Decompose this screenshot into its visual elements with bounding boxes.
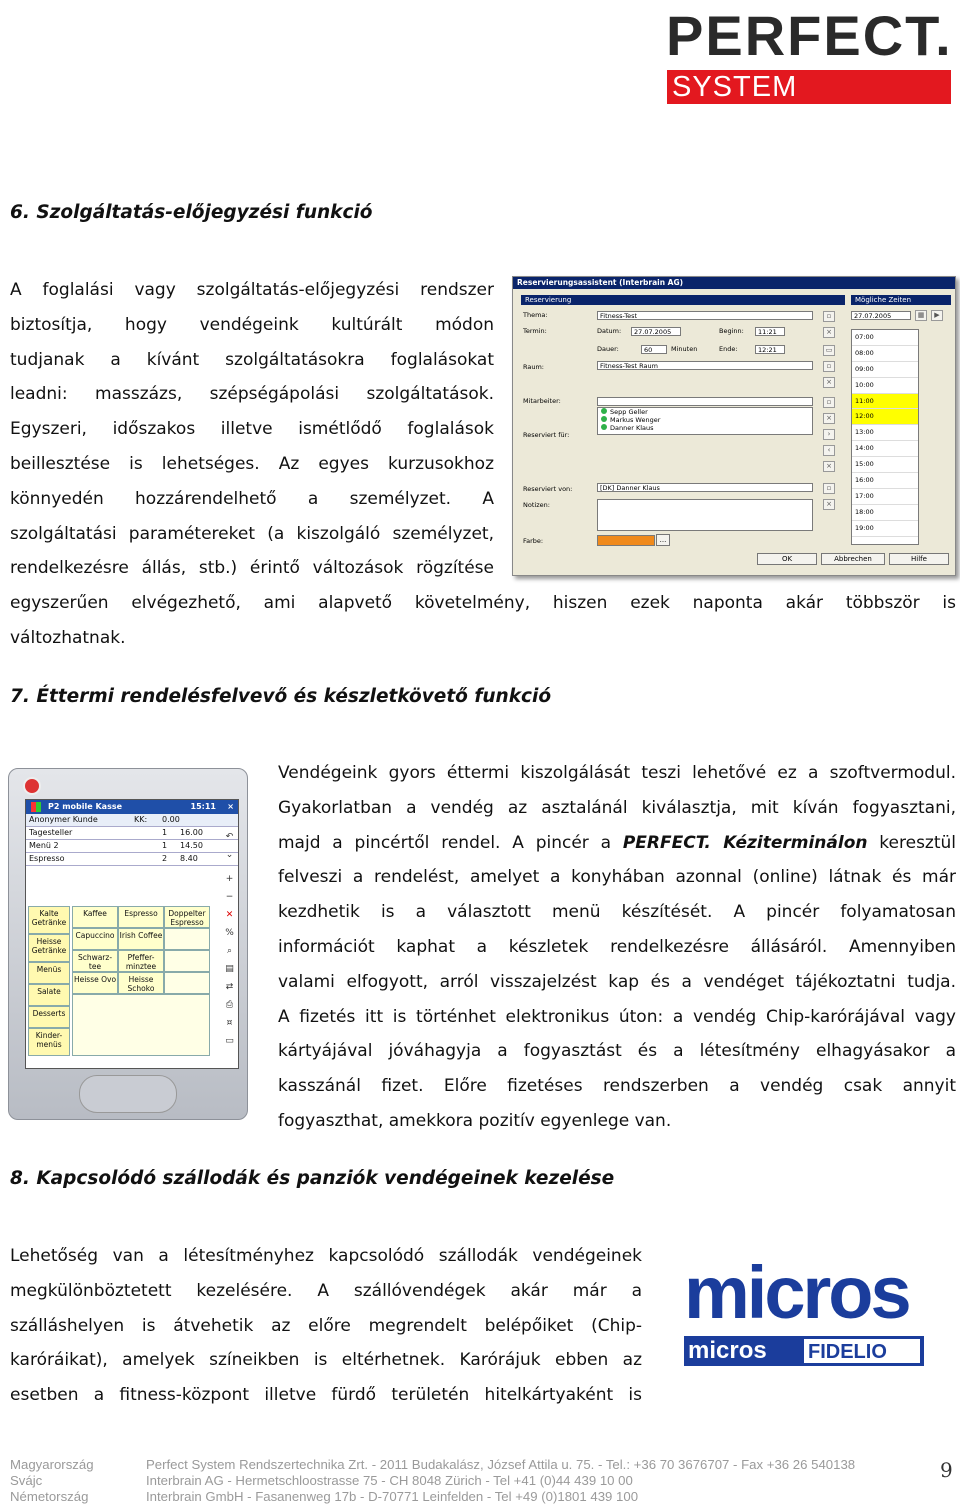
document-icon[interactable]: ▫ (823, 311, 835, 322)
empty-cell (164, 928, 210, 950)
text-segment: majd a pincértől rendel. A pincér a (278, 832, 623, 853)
close-icon[interactable]: × (823, 499, 835, 510)
app-title: P2 mobile Kasse (48, 802, 123, 811)
document-icon[interactable]: ▫ (823, 361, 835, 372)
text-line: rendelkezésre állás, stb.) érintő változások rögzítése (10, 558, 494, 579)
dauer-field[interactable]: 60 (641, 345, 667, 354)
list-item[interactable]: Markus Wenger (598, 416, 812, 424)
card-icon[interactable]: ▭ (225, 1036, 234, 1046)
text-line: biztosítja, hogy vendégeink kultúrált módon (10, 314, 494, 335)
product-button[interactable]: Espresso (118, 906, 164, 928)
text-line: kártyájával jóváhagyja a fogyasztást és a létesítmény elhagyásakor a (278, 1041, 956, 1062)
list-item[interactable]: Danner Klaus (598, 424, 812, 432)
time-slot-selected[interactable]: 12:00 (852, 409, 918, 425)
raum-select[interactable]: Fitness-Test Raum (597, 361, 813, 370)
section8-paragraph (10, 1239, 642, 1413)
section6-heading: 6. Szolgáltatás-előjegyzési funkció (10, 202, 373, 223)
text-line: egyszerűen elvégezhető, ami alapvető követelmény, hiszen ezek naponta akár többször is (10, 593, 956, 613)
time-slot-selected[interactable]: 11:00 (852, 394, 918, 410)
logo-system-text: SYSTEM (672, 71, 798, 103)
label-notizen: Notizen: (523, 501, 550, 509)
time-slot[interactable]: 18:00 (852, 505, 918, 521)
micros-fidelio-logo (684, 1251, 934, 1372)
perfect-brand: PERFECT. (622, 832, 711, 853)
footer-country: Németország (10, 1489, 89, 1504)
text-line (278, 826, 956, 861)
text-line: beillesztése is lehetséges. Az egyes kurzusokhoz (10, 453, 494, 474)
section7-paragraph (278, 756, 956, 1139)
date-right-field[interactable]: 27.07.2005 (851, 311, 911, 320)
order-price: 16.00 (180, 828, 203, 837)
close-icon[interactable]: × (823, 377, 835, 388)
label-minuten: Minuten (671, 345, 698, 353)
order-price: 14.50 (180, 841, 203, 850)
text-line: A foglalási vagy szolgáltatás-előjegyzési rendszer (10, 280, 494, 300)
close-icon[interactable]: × (823, 413, 835, 424)
transfer-icon[interactable]: ⇄ (225, 982, 234, 992)
text-line: információt kaphat a készletek rendelkezésre állásáról. Amennyiben (278, 936, 956, 957)
text-line: Vendégeink gyors éttermi kiszolgálását teszi lehetővé ez a szoftvermodul. (278, 763, 956, 783)
micros-wordmark: micros (684, 1251, 909, 1334)
order-name: Menü 2 (29, 841, 59, 850)
staff-list[interactable] (597, 407, 813, 435)
fidelio-text: FIDELIO (808, 1341, 887, 1363)
text-line: tudjanak a kívánt szolgáltatásokra foglalásokat (10, 349, 494, 370)
clock: 15:11 (190, 802, 216, 811)
label-raum: Raum: (523, 363, 544, 371)
label-ende: Ende: (719, 345, 738, 353)
empty-cell (164, 972, 210, 994)
product-button[interactable]: Capuccino (72, 928, 118, 950)
customer-name: Anonymer Kunde (29, 815, 98, 824)
time-slot[interactable]: 10:00 (852, 378, 918, 394)
pocket-pc-screen (25, 799, 239, 1069)
order-name: Tagesteller (29, 828, 73, 837)
product-button[interactable]: Pfeffer-minztee (118, 950, 164, 972)
time-slot[interactable]: 15:00 (852, 457, 918, 473)
category-button[interactable]: Desserts (28, 1006, 70, 1028)
list-item[interactable]: Sepp Geller (598, 408, 812, 416)
category-button[interactable]: Kalte Getränke (28, 906, 70, 934)
perfect-system-logo (664, 6, 952, 102)
panel-title-reservation: Reservierung (521, 295, 845, 305)
reservation-window-screenshot (512, 276, 956, 576)
kk-value: 0.00 (162, 815, 180, 824)
text-line: A fizetés itt is történhet elektronikus úton: a vendég Chip-karórájával vagy (278, 1006, 956, 1027)
section7-heading: 7. Éttermi rendelésfelvevő és készletkövető funkció (10, 686, 552, 707)
chevron-down-icon[interactable]: ⌄ (225, 850, 234, 860)
text-line: fogyaszthat, amekkora pozitív egyenlege van. (278, 1110, 672, 1131)
text-line: felveszi a rendelést, amelyet a konyhában azonnal (online) látnak és már (278, 867, 956, 888)
time-slot[interactable]: 16:00 (852, 473, 918, 489)
document-icon[interactable]: ▫ (823, 483, 835, 494)
farbe-swatch[interactable] (597, 535, 655, 546)
time-slot[interactable]: 19:00 (852, 521, 918, 537)
dpad-button (79, 1075, 177, 1113)
empty-grid (72, 994, 210, 1056)
order-qty: 1 (162, 841, 168, 850)
close-icon[interactable]: × (823, 327, 835, 338)
text-line: változhatnak. (10, 627, 126, 648)
text-line: leadni: masszázs, szépségápolási szolgáltatások. (10, 384, 494, 405)
section6-paragraph-wide (10, 586, 956, 656)
text-line: megkülönböztetett kezelésére. A szállóvendégek akár már a (10, 1280, 642, 1301)
ende-field[interactable]: 12:21 (755, 345, 785, 354)
datum-field[interactable]: 27.07.2005 (631, 327, 681, 336)
label-reserviert-von: Reserviert von: (523, 485, 573, 493)
logo-perfect-text: PERFECT. (666, 4, 953, 67)
ok-button[interactable]: OK (757, 553, 817, 565)
order-row[interactable] (26, 853, 238, 866)
product-button[interactable]: Heisse Ovo (72, 972, 118, 994)
product-button[interactable]: Schwarz-tee (72, 950, 118, 972)
staff-dot-icon (601, 408, 607, 414)
time-slot[interactable]: 17:00 (852, 489, 918, 505)
text-line: esetben a fitness-központ illetve fürdő területén hitelkártyaként is (10, 1385, 642, 1406)
notizen-textarea[interactable] (597, 499, 813, 531)
label-thema: Thema: (523, 311, 548, 319)
order-price: 8.40 (180, 854, 198, 863)
document-icon[interactable]: ▫ (823, 397, 835, 408)
next-icon[interactable]: ▶ (931, 310, 943, 321)
text-line: szolgáltatási paramétereket (a kiszolgáló személyzet, (10, 523, 494, 544)
window-title: Reservierungsassistent (Interbrain AG) (513, 277, 955, 289)
label-farbe: Farbe: (523, 537, 544, 545)
label-reserviert-fuer: Reserviert für: (523, 431, 570, 439)
percent-icon[interactable]: % (225, 928, 234, 938)
plus-icon[interactable]: + (225, 874, 234, 884)
reserviert-von-select[interactable]: [DK] Danner Klaus (597, 483, 813, 492)
color-picker-button[interactable]: ... (656, 534, 670, 546)
label-datum: Datum: (597, 327, 622, 335)
label-beginn: Beginn: (719, 327, 744, 335)
text-line: szálláshelyen is átvehetik az előre megrendelt belépőiket (Chip- (10, 1315, 642, 1336)
money-icon[interactable]: ¤ (226, 1018, 233, 1028)
print-icon[interactable]: ⎙ (225, 1000, 234, 1010)
category-button[interactable]: Salate (28, 984, 70, 1006)
power-icon (23, 777, 41, 795)
time-slot[interactable]: 14:00 (852, 441, 918, 457)
close-icon[interactable]: × (227, 802, 234, 811)
footer-address: Interbrain GmbH - Fasanenweg 17b - D-70771 Leinfelden - Tel +49 (0)1801 439 100 (146, 1489, 639, 1504)
footer-country: Magyarország (10, 1457, 94, 1472)
text-line: kasszánál fizet. Előre fizetéses rendszerben a vendég csak annyit (278, 1076, 956, 1097)
windows-flag-icon (31, 802, 41, 812)
mitarbeiter-select[interactable] (597, 397, 813, 406)
delete-icon[interactable]: ✕ (225, 910, 234, 920)
order-qty: 1 (162, 828, 168, 837)
beginn-field[interactable]: 11:21 (755, 327, 785, 336)
customer-row[interactable] (26, 814, 238, 827)
text-line: karóráikat), amelyek színeikben is eltérhetnek. Karórájuk ebben az (10, 1350, 642, 1371)
time-slot[interactable]: 07:00 (852, 330, 918, 346)
staff-dot-icon (601, 424, 607, 430)
terminal-emphasis: Kéziterminálon (723, 832, 868, 853)
order-row[interactable] (26, 840, 238, 853)
product-button[interactable]: Irish Coffee (118, 928, 164, 950)
arrow-right-icon[interactable]: › (823, 429, 835, 440)
text-line: valami elfogyott, arról visszajelzést kap és a vendéget tájékoztatni tudja. (278, 971, 956, 992)
order-qty: 2 (162, 854, 168, 863)
text-line: könnyedén hozzárendelhető a személyzet. A (10, 488, 494, 509)
thema-select[interactable]: Fitness-Test (597, 311, 813, 320)
close-icon[interactable]: × (823, 461, 835, 472)
text-line: kezdhetik is a választott menü készítését. A pincér folyamatosan (278, 902, 956, 923)
text-segment: keresztül (867, 832, 956, 853)
staff-dot-icon (601, 416, 607, 422)
panel-title-times: Mögliche Zeiten (851, 295, 951, 305)
footer-country: Svájc (10, 1473, 43, 1488)
label-dauer: Dauer: (597, 345, 619, 353)
category-button[interactable]: Menüs (28, 962, 70, 984)
section8-heading: 8. Kapcsolódó szállodák és panziók vendégeinek kezelése (10, 1168, 615, 1189)
micros-sub-text: micros (688, 1337, 767, 1364)
times-list[interactable] (851, 329, 919, 545)
product-button[interactable]: Doppelter Espresso (164, 906, 210, 928)
time-slot[interactable]: 08:00 (852, 346, 918, 362)
time-slot[interactable]: 09:00 (852, 362, 918, 378)
search-icon[interactable]: ⌕ (226, 946, 233, 956)
pocket-pc-titlebar (26, 800, 238, 814)
order-name: Espresso (29, 854, 65, 863)
pocket-pc-device (8, 768, 248, 1120)
order-row[interactable] (26, 827, 238, 840)
calendar-icon[interactable]: ▦ (915, 310, 927, 321)
text-line: Gyakorlatban a vendég az asztalánál kiválasztja, mit kíván fogyasztani, (278, 797, 956, 818)
footer-addresses (146, 1457, 855, 1505)
product-button[interactable]: Heisse Schoko (118, 972, 164, 994)
cancel-button[interactable]: Abbrechen (821, 553, 885, 565)
product-button[interactable]: Kaffee (72, 906, 118, 928)
time-slot[interactable]: 13:00 (852, 425, 918, 441)
help-button[interactable]: Hilfe (889, 553, 949, 565)
label-mitarbeiter: Mitarbeiter: (523, 397, 561, 405)
copy-icon[interactable]: ▭ (823, 345, 835, 356)
footer-countries (10, 1457, 94, 1505)
calculator-icon[interactable]: ▤ (225, 964, 234, 974)
footer-address: Interbrain AG - Hermetschloostrasse 75 - CH 8048 Zürich - Tel +41 (0)44 439 10 00 (146, 1473, 633, 1488)
arrow-left-icon[interactable]: ‹ (823, 445, 835, 456)
label-termin: Termin: (523, 327, 547, 335)
minus-icon[interactable]: − (225, 892, 234, 902)
empty-cell (164, 950, 210, 972)
text-line: Egyszeri, időszakos illetve ismétlődő foglalások (10, 419, 494, 440)
undo-icon[interactable]: ↶ (225, 832, 234, 842)
page-number: 9 (940, 1458, 953, 1482)
text-line: Lehetőség van a létesítményhez kapcsolódó szállodák vendégeinek (10, 1246, 642, 1266)
category-button[interactable]: Heisse Getränke (28, 934, 70, 962)
section6-paragraph (10, 273, 494, 586)
category-button[interactable]: Kinder-menüs (28, 1028, 70, 1056)
kk-label: KK: (134, 815, 148, 824)
footer-address: Perfect System Rendszertechnika Zrt. - 2011 Budakalász, József Attila u. 75. - Tel.: +36 70 3676707 - Fax +36 26 540138 (146, 1457, 856, 1472)
